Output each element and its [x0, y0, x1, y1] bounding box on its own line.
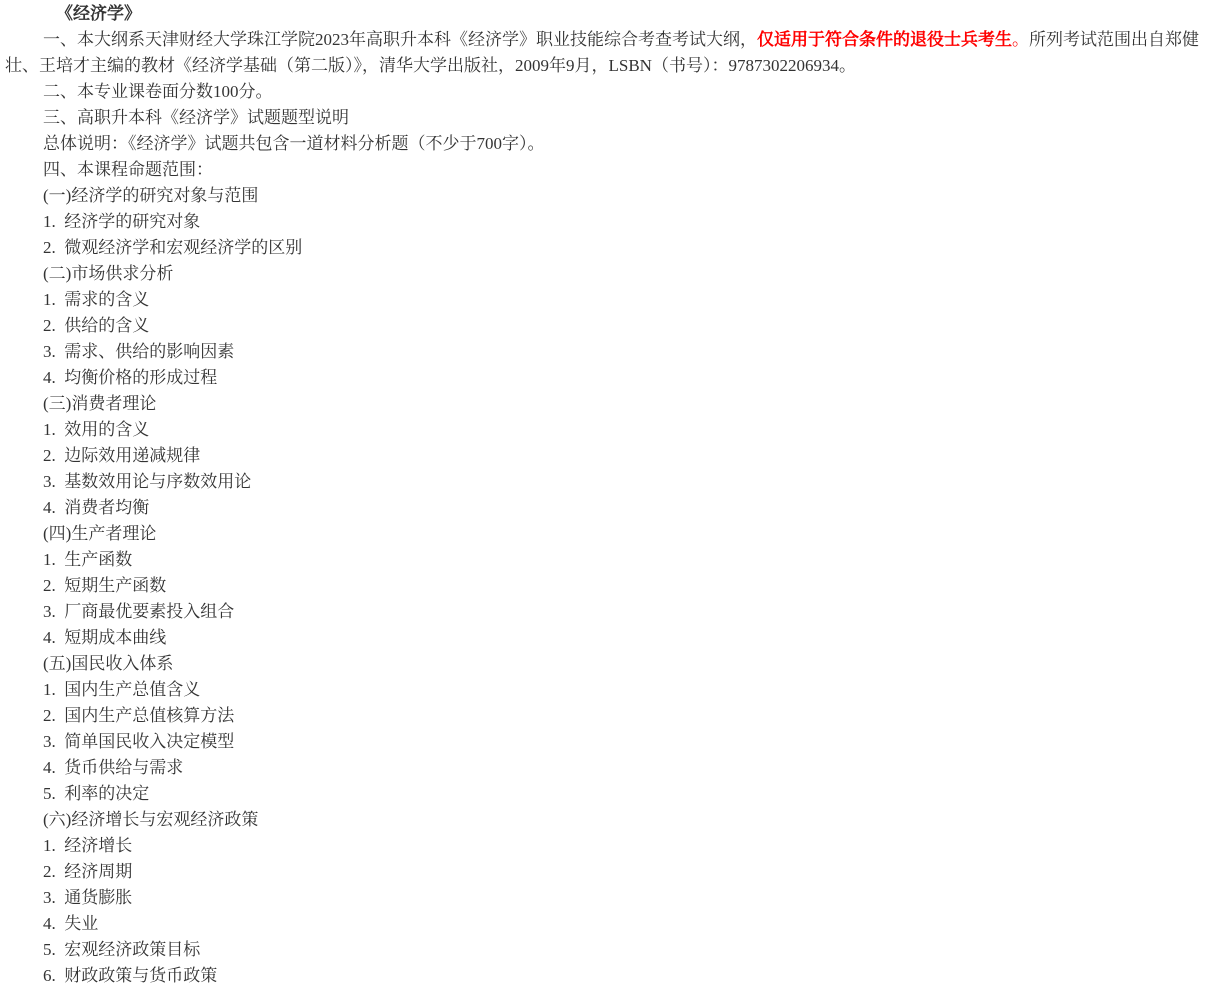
- document-line: 4. 消费者均衡: [43, 498, 150, 517]
- document-line: 二、本专业课卷面分数100分。: [43, 82, 273, 101]
- document-line: 1. 效用的含义: [43, 420, 150, 439]
- document-line: 2. 短期生产函数: [43, 576, 167, 595]
- document-line: 四、本课程命题范围：: [43, 160, 213, 179]
- document-line: (五)国民收入体系: [43, 654, 174, 673]
- document-line: 4. 货币供给与需求: [43, 758, 184, 777]
- document-line: (四)生产者理论: [43, 524, 157, 543]
- document-line: 5. 宏观经济政策目标: [43, 940, 201, 959]
- document-line: 2. 国内生产总值核算方法: [43, 706, 235, 725]
- document-line: 3. 简单国民收入决定模型: [43, 732, 235, 751]
- document-line: 1. 经济增长: [43, 836, 133, 855]
- document-line: 2. 供给的含义: [43, 316, 150, 335]
- document-line: 4. 均衡价格的形成过程: [43, 368, 218, 387]
- document-title: 《经济学》: [56, 4, 141, 23]
- document-line: 3. 需求、供给的影响因素: [43, 342, 235, 361]
- document-line: (三)消费者理论: [43, 394, 157, 413]
- document-line: 3. 基数效用论与序数效用论: [43, 472, 252, 491]
- document-line: 1. 需求的含义: [43, 290, 150, 309]
- intro-text-before-highlight: 一、本大纲系天津财经大学珠江学院2023年高职升本科《经济学》职业技能综合考查考试大纲，: [43, 30, 757, 49]
- document-line: 2. 经济周期: [43, 862, 133, 881]
- highlight-punctuation: 。: [1012, 30, 1029, 49]
- document-line: 4. 失业: [43, 914, 99, 933]
- document-line: 三、高职升本科《经济学》试题题型说明: [43, 108, 349, 127]
- document-line: (二)市场供求分析: [43, 264, 174, 283]
- document-line: 3. 厂商最优要素投入组合: [43, 602, 235, 621]
- document-line: 6. 财政政策与货币政策: [43, 966, 218, 985]
- document-line: 5. 利率的决定: [43, 784, 150, 803]
- document-line: 3. 通货膨胀: [43, 888, 133, 907]
- document-line: 4. 短期成本曲线: [43, 628, 167, 647]
- document-line: (六)经济增长与宏观经济政策: [43, 810, 259, 829]
- document-line: 1. 国内生产总值含义: [43, 680, 201, 699]
- document-line: 2. 边际效用递减规律: [43, 446, 201, 465]
- document-line: 1. 经济学的研究对象: [43, 212, 201, 231]
- document-body: [5, 79, 1210, 989]
- intro-text-after-highlight: 所列考试范围出自郑健壮、王培才主编的教材《经济学基础（第二版）》，清华大学出版社，2009年9月，LSBN（书号）：9787302206934。: [5, 30, 1199, 75]
- document-line: (一)经济学的研究对象与范围: [43, 186, 259, 205]
- intro-paragraph: [5, 27, 1210, 79]
- document-line: 总体说明：《经济学》试题共包含一道材料分析题（不少于700字）。: [43, 134, 545, 153]
- document-line: 2. 微观经济学和宏观经济学的区别: [43, 238, 303, 257]
- highlight-veteran-eligibility-note: 仅适用于符合条件的退役士兵考生: [757, 30, 1012, 49]
- document-line: 1. 生产函数: [43, 550, 133, 569]
